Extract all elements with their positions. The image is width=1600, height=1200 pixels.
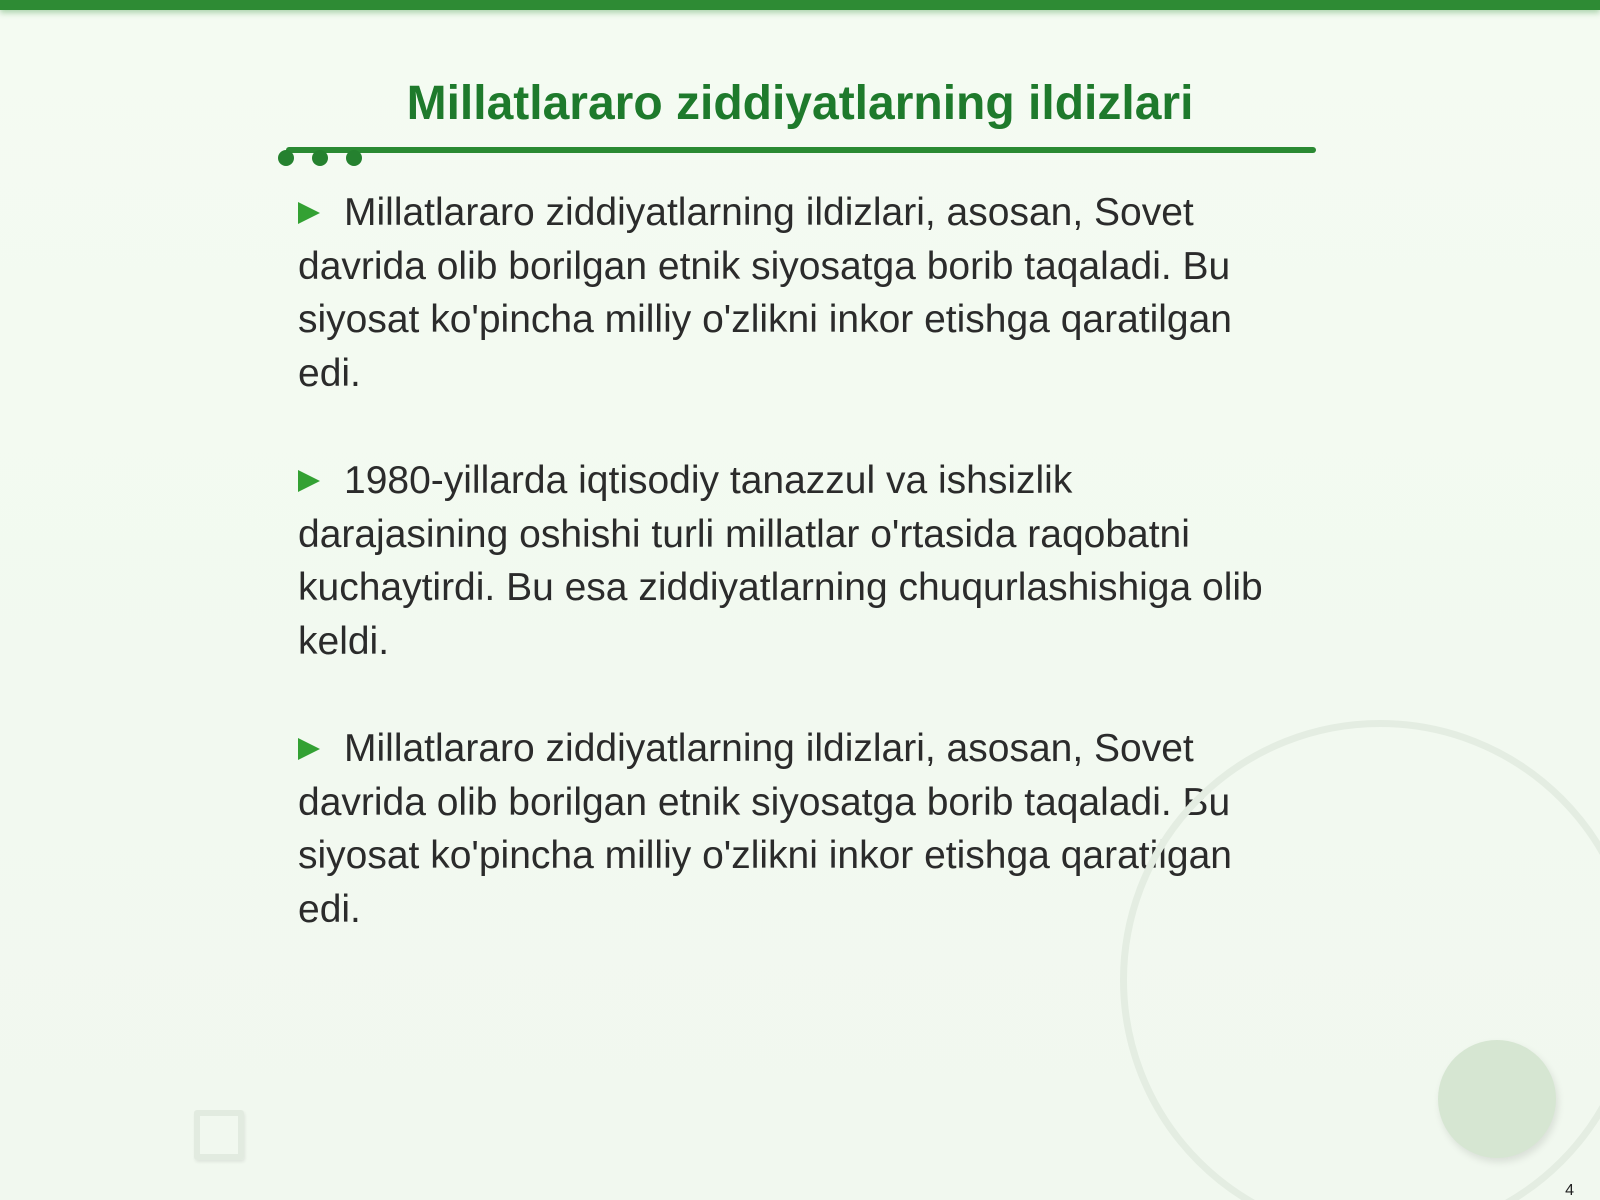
decorative-square [194, 1110, 244, 1160]
decorative-dot [278, 150, 294, 166]
triangle-right-icon [298, 470, 320, 492]
decorative-circle [1438, 1040, 1556, 1158]
decorative-dot [312, 150, 328, 166]
decorative-dot [346, 150, 362, 166]
bullet-item [298, 454, 1288, 668]
bullet-text: 1980-yillarda iqtisodiy tanazzul va ishsizlik darajasining oshishi turli millatlar o'rtasida raqobatni kuchaytirdi. Bu esa ziddiyatlarning chuqurlashishiga olib keldi. [298, 459, 1263, 663]
bullet-text: Millatlararo ziddiyatlarning ildizlari, asosan, Sovet davrida olib borilgan etnik siyosatga borib taqaladi. Bu siyosat ko'pincha milliy o'zlikni inkor etishga qaratilgan edi. [298, 191, 1233, 395]
bullet-item [298, 186, 1288, 400]
triangle-right-icon [298, 738, 320, 760]
bullet-list [298, 186, 1288, 990]
page-number: 4 [1565, 1182, 1574, 1199]
title-underline [286, 147, 1316, 153]
slide-title: Millatlararo ziddiyatlarning ildizlari [406, 77, 1194, 130]
triangle-right-icon [298, 202, 320, 224]
top-accent-bar [0, 0, 1600, 10]
bullet-text: Millatlararo ziddiyatlarning ildizlari, asosan, Sovet davrida olib borilgan etnik siyosatga borib taqaladi. Bu siyosat ko'pincha milliy o'zlikni inkor etishga qaratilgan edi. [298, 727, 1233, 931]
